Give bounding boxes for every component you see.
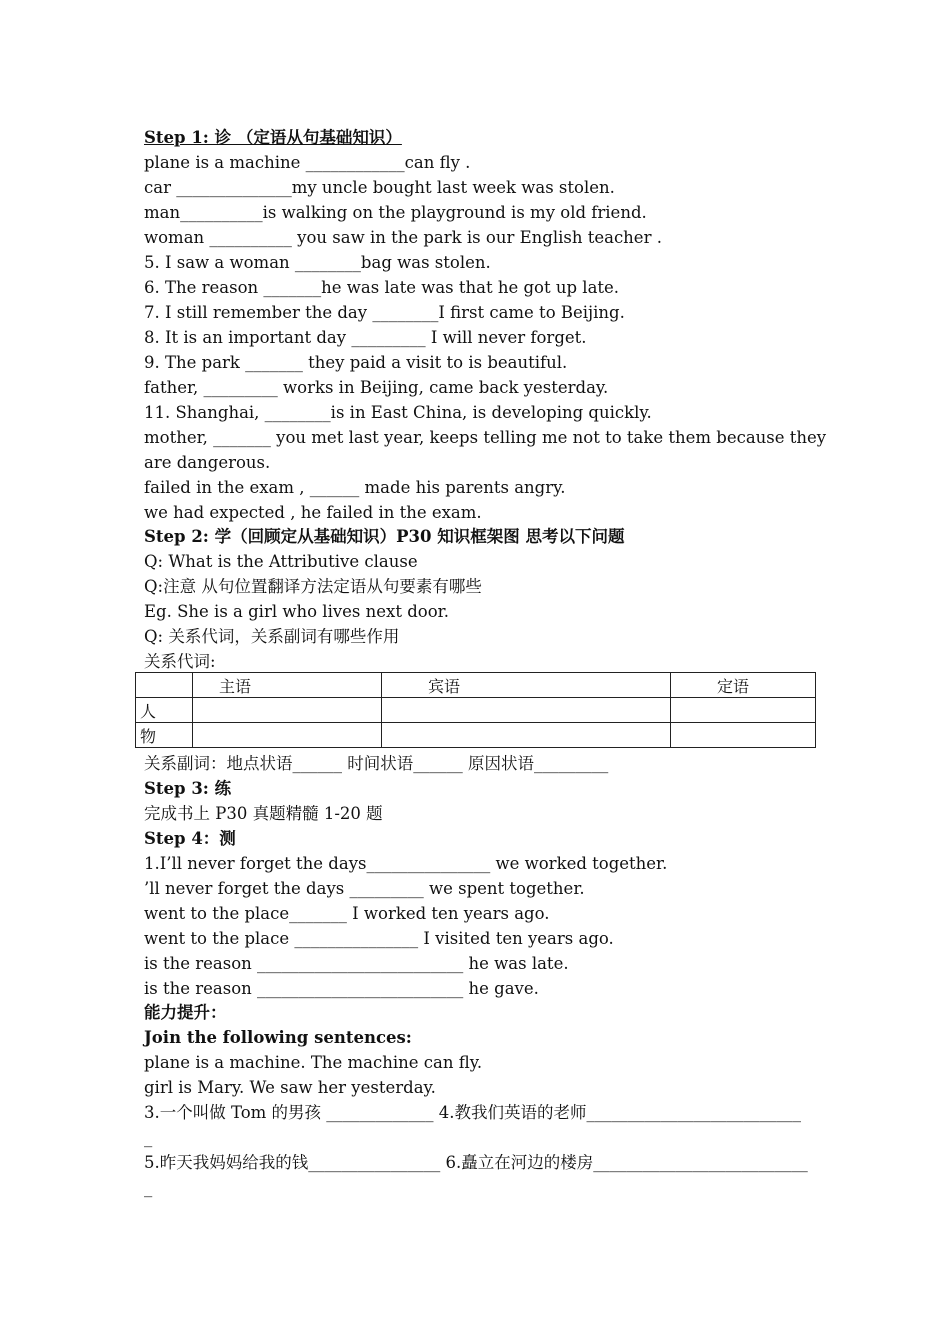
table-cell	[193, 698, 382, 723]
table-header-cell: 定语	[671, 673, 816, 698]
step1-item: 11. Shanghai, ________is in East China, is developing quickly.	[144, 403, 652, 422]
step1-item: failed in the exam , ______ made his parents angry.	[144, 478, 566, 497]
table-cell: 物	[136, 723, 193, 748]
table-cell	[382, 723, 671, 748]
step4-item: went to the place _______________ I visited ten years ago.	[144, 929, 614, 948]
step1-item: 8. It is an important day _________ I will never forget.	[144, 328, 587, 347]
table-row	[136, 723, 816, 748]
step4-item: 1.I’ll never forget the days_______________ we worked together.	[144, 854, 668, 873]
ability-item: _	[144, 1178, 153, 1197]
step1-item: 6. The reason _______he was late was that he got up late.	[144, 278, 620, 297]
table-cell	[382, 698, 671, 723]
step1-item: man__________is walking on the playground is my old friend.	[144, 203, 647, 222]
step1-item: 9. The park _______ they paid a visit to is beautiful.	[144, 353, 568, 372]
table-row	[136, 698, 816, 723]
step4-item: is the reason _________________________ he was late.	[144, 954, 569, 973]
table-header-row	[136, 673, 816, 698]
table-cell	[671, 723, 816, 748]
table-header-cell: 宾语	[382, 673, 671, 698]
relative-adverb-line: 关系副词：地点状语______ 时间状语______ 原因状语_________	[144, 754, 609, 773]
step1-item: woman __________ you saw in the park is our English teacher .	[144, 228, 662, 247]
step1-item: father, _________ works in Beijing, came back yesterday.	[144, 378, 609, 397]
ability-title: 能力提升：	[144, 1003, 227, 1022]
step2-example: Eg. She is a girl who lives next door.	[144, 602, 449, 621]
step1-item: we had expected , he failed in the exam.	[144, 503, 482, 522]
step1-item: mother, _______ you met last year, keeps telling me not to take them because they	[144, 428, 827, 447]
ability-item: girl is Mary. We saw her yesterday.	[144, 1078, 436, 1097]
step4-item: is the reason _________________________ he gave.	[144, 979, 539, 998]
step2-question: Q: 关系代词，关系副词有哪些作用	[144, 627, 400, 646]
step1-item: car ______________my uncle bought last week was stolen.	[144, 178, 615, 197]
step2-question: Q:注意 从句位置翻译方法定语从句要素有哪些	[144, 577, 482, 596]
table-cell	[671, 698, 816, 723]
step1-item: 5. I saw a woman ________bag was stolen.	[144, 253, 491, 272]
relative-pronoun-label: 关系代词:	[144, 652, 216, 671]
table-cell	[193, 723, 382, 748]
step3-title: Step 3: 练	[144, 779, 232, 798]
step4-item: went to the place_______ I worked ten years ago.	[144, 904, 550, 923]
step4-item: ’ll never forget the days _________ we spent together.	[144, 879, 585, 898]
ability-item: 5.昨天我妈妈给我的钱________________ 6.矗立在河边的楼房__________________________	[144, 1153, 808, 1172]
ability-item: _	[144, 1128, 153, 1147]
step1-item: plane is a machine ____________can fly .	[144, 153, 471, 172]
step1-item: 7. I still remember the day ________I first came to Beijing.	[144, 303, 625, 322]
step4-title: Step 4：测	[144, 829, 236, 848]
relative-pronoun-table	[135, 672, 816, 748]
step3-text: 完成书上 P30 真题精髓 1-20 题	[144, 804, 383, 823]
step1-item: are dangerous.	[144, 453, 271, 472]
ability-item: plane is a machine. The machine can fly.	[144, 1053, 483, 1072]
table-cell: 人	[136, 698, 193, 723]
step1-title: Step 1: 诊 （定语从句基础知识）	[144, 128, 402, 147]
ability-item: 3.一个叫做 Tom 的男孩 _____________ 4.教我们英语的老师__________________________	[144, 1103, 802, 1122]
step2-title: Step 2: 学（回顾定从基础知识）P30 知识框架图 思考以下问题	[144, 527, 625, 546]
table-header-cell	[136, 673, 193, 698]
step2-question: Q: What is the Attributive clause	[144, 552, 418, 571]
table-header-cell: 主语	[193, 673, 382, 698]
join-sentences-title: Join the following sentences:	[144, 1028, 412, 1047]
